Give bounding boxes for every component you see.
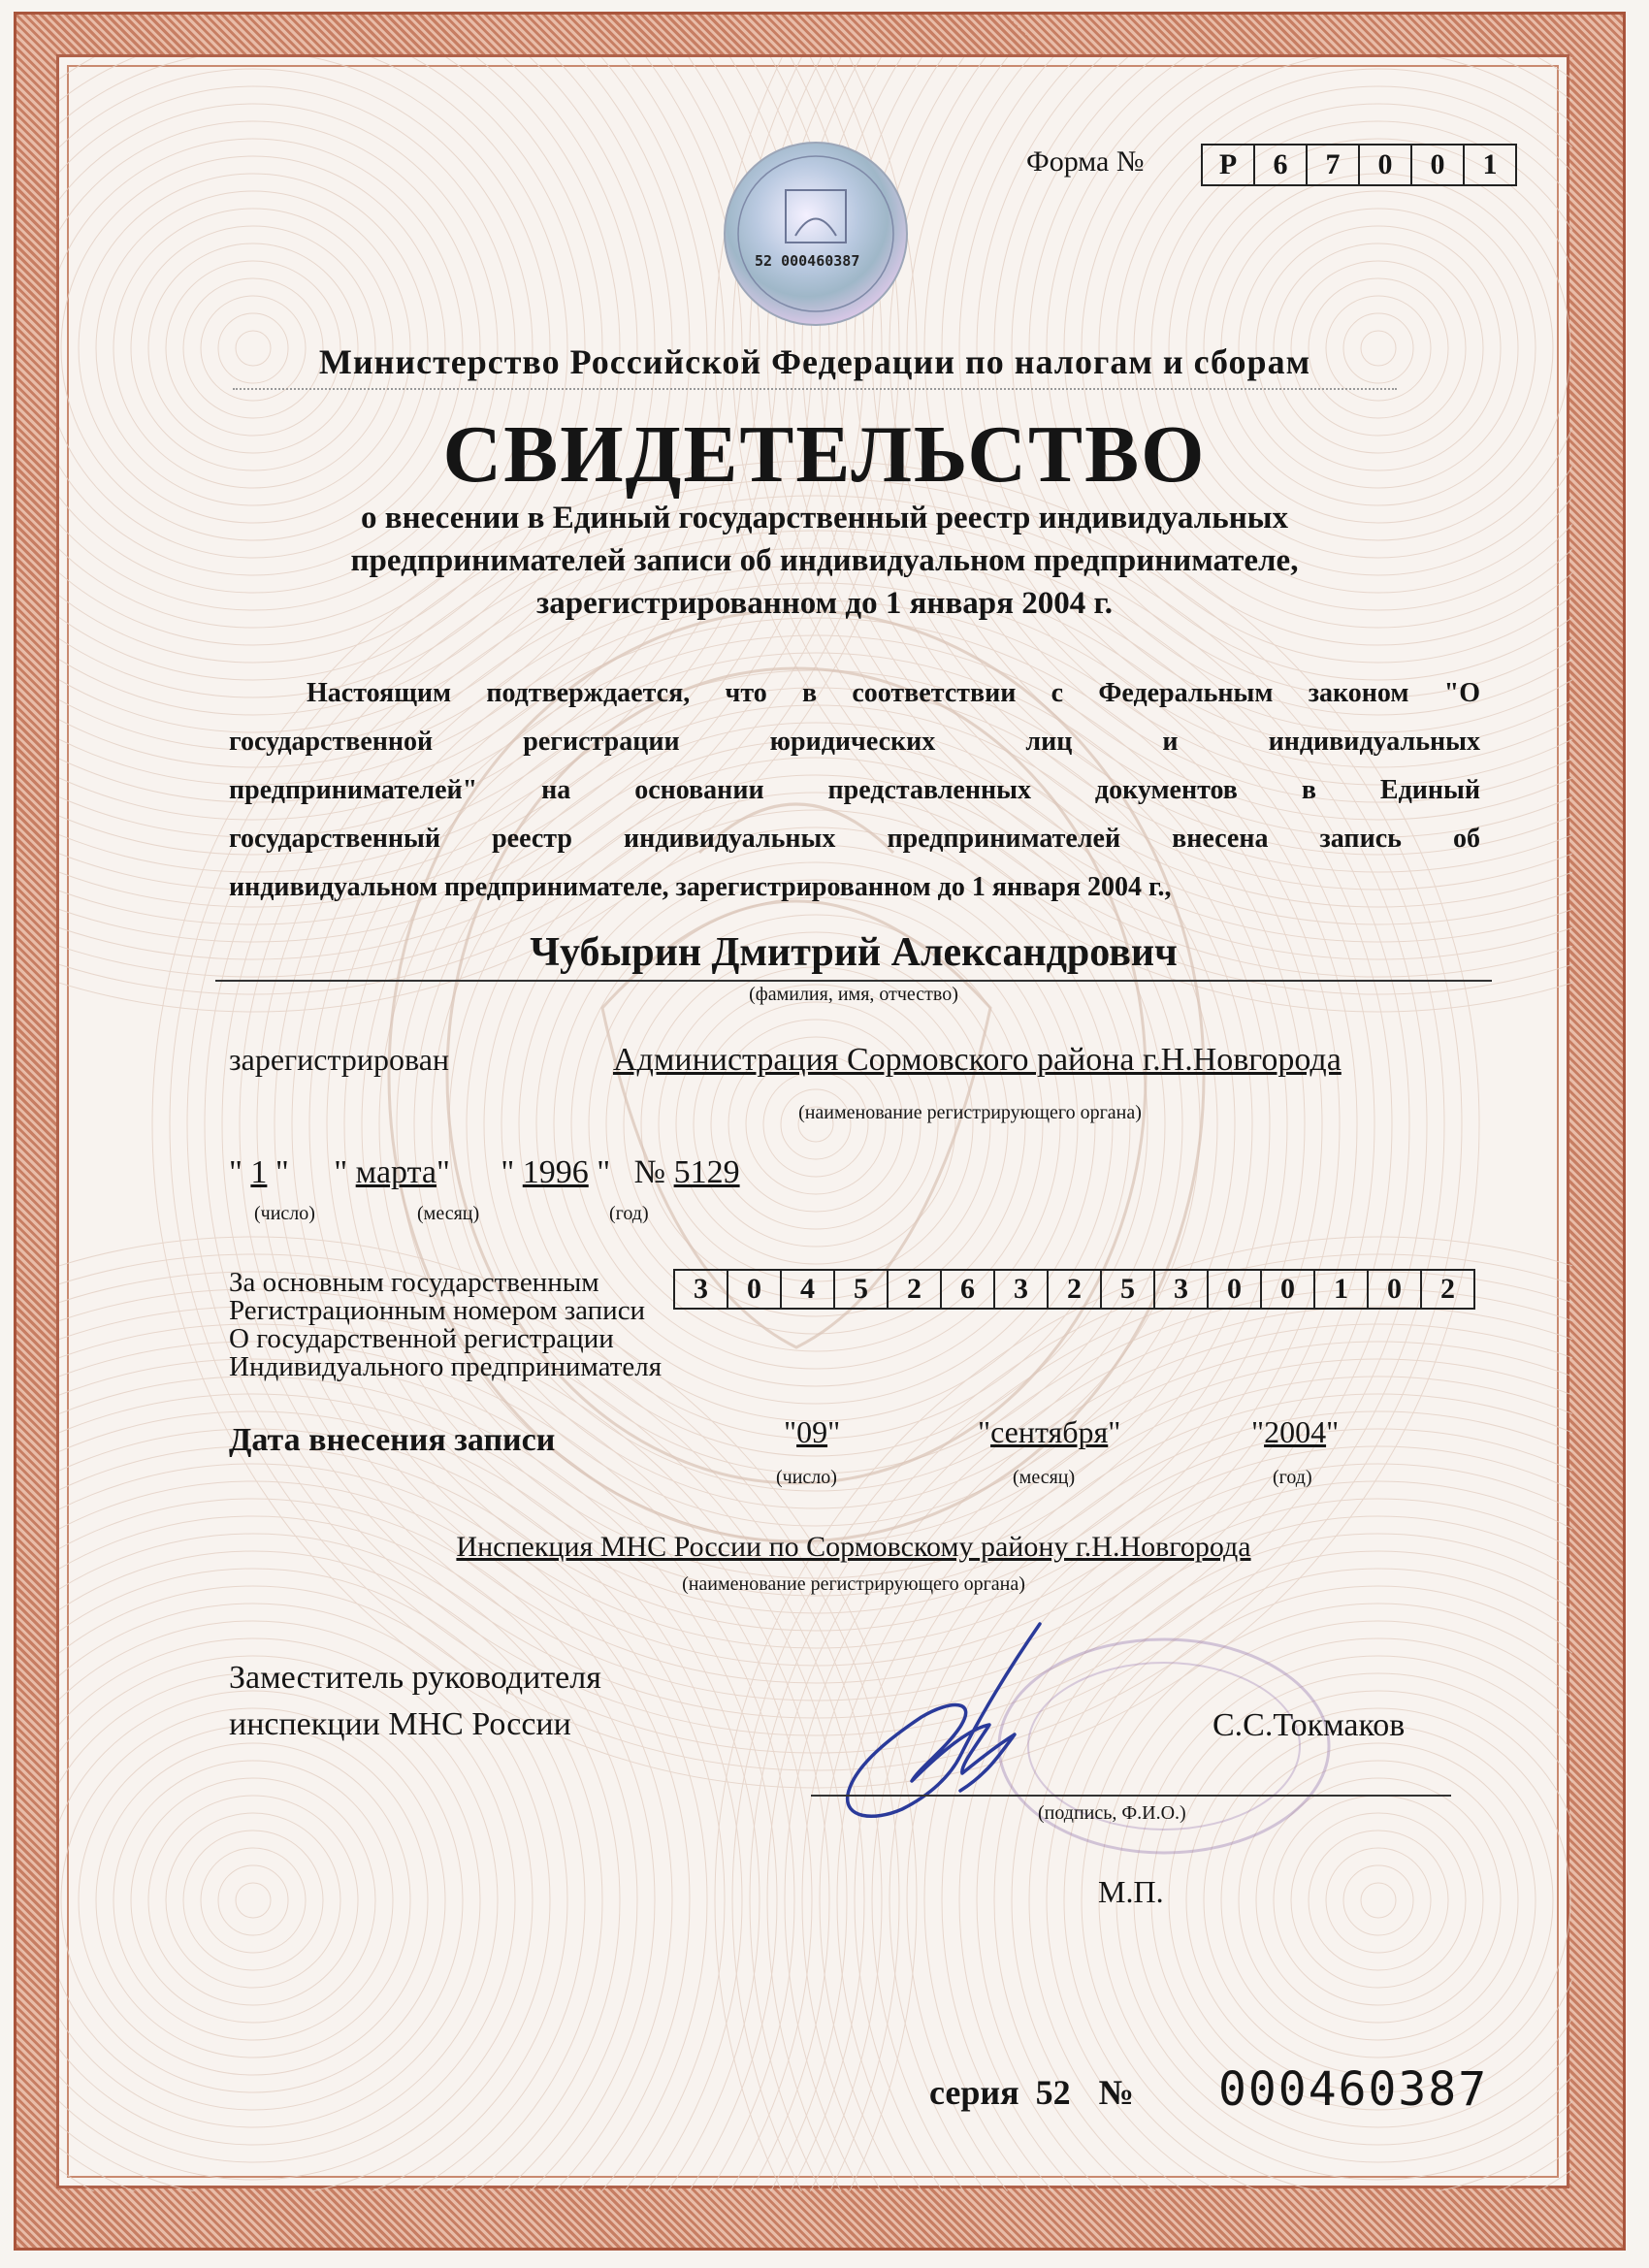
signature-caption: (подпись, Ф.И.О.) bbox=[1038, 1802, 1186, 1824]
ogrnip-label-line: Индивидуального предпринимателя bbox=[229, 1351, 663, 1382]
person-name: Чубырин Дмитрий Александрович bbox=[530, 930, 1178, 975]
registration-number-label: № bbox=[633, 1154, 666, 1190]
body-line: предпринимателей" на основании представленных документов в Единый bbox=[229, 775, 1480, 805]
inspection-caption: (наименование регистрирующего органа) bbox=[682, 1573, 1025, 1595]
entry-date-day: 09 bbox=[796, 1414, 828, 1449]
entry-date-year-wrap: "2004" bbox=[1251, 1414, 1340, 1449]
registration-year-caption: (год) bbox=[609, 1203, 649, 1224]
subtitle-line: предпринимателей записи об индивидуальном предпринимателе, bbox=[350, 543, 1299, 578]
stamp-place: М.П. bbox=[1098, 1874, 1164, 1909]
body-text bbox=[229, 669, 1480, 912]
ogrnip-label-line: За основным государственным bbox=[229, 1267, 599, 1298]
ministry-underline bbox=[233, 388, 1397, 390]
ogrnip-digit: 2 bbox=[1420, 1271, 1473, 1308]
registration-day: 1 bbox=[250, 1154, 268, 1190]
ogrnip-digit: 0 bbox=[1207, 1271, 1260, 1308]
entry-date-day-wrap: "09" bbox=[784, 1414, 841, 1449]
ogrnip-label-line: Регистрационным номером записи bbox=[229, 1295, 646, 1326]
hologram-number: 52 000460387 bbox=[755, 252, 860, 270]
form-number-cell: 6 bbox=[1253, 146, 1306, 184]
body-line: Настоящим подтверждается, что в соответствии с Федеральным законом "О bbox=[307, 678, 1480, 708]
entry-date-month: сентября bbox=[990, 1414, 1109, 1449]
entry-date-year-caption: (год) bbox=[1273, 1467, 1312, 1488]
ogrnip-digit: 4 bbox=[780, 1271, 833, 1308]
series-value: 52 bbox=[1035, 2073, 1071, 2112]
entry-date-month-wrap: "сентября" bbox=[978, 1414, 1121, 1449]
series-number: 000460387 bbox=[1218, 2062, 1489, 2117]
handwritten-signature bbox=[815, 1610, 1067, 1843]
ogrnip-digit: 1 bbox=[1313, 1271, 1367, 1308]
hologram-seal bbox=[724, 142, 908, 326]
person-name-line bbox=[215, 980, 1492, 982]
form-number-cells bbox=[1201, 144, 1517, 186]
ogrnip-digit: 0 bbox=[1260, 1271, 1313, 1308]
registration-number: 5129 bbox=[673, 1154, 740, 1190]
ogrnip-digit: 6 bbox=[940, 1271, 993, 1308]
registering-authority-caption: (наименование регистрирующего органа) bbox=[798, 1102, 1142, 1123]
ogrnip-digit: 2 bbox=[1047, 1271, 1100, 1308]
ogrnip-label-line: О государственной регистрации bbox=[229, 1323, 614, 1354]
ogrnip-number-cells bbox=[673, 1269, 1475, 1310]
body-line: индивидуальном предпринимателе, зарегистрированном до 1 января 2004 г., bbox=[229, 872, 1172, 902]
ogrnip-digit: 3 bbox=[1153, 1271, 1207, 1308]
ogrnip-digit: 5 bbox=[1100, 1271, 1153, 1308]
ministry-name: Министерство Российской Федерации по налогам и сборам bbox=[318, 342, 1311, 381]
registration-month: марта bbox=[355, 1154, 436, 1190]
subtitle-line: зарегистрированном до 1 января 2004 г. bbox=[536, 586, 1113, 621]
entry-date-label: Дата внесения записи bbox=[229, 1422, 556, 1458]
registered-label: зарегистрирован bbox=[229, 1042, 450, 1077]
registration-date: " 1 " " марта" " 1996 " № 5129 bbox=[229, 1154, 740, 1190]
signatory-position bbox=[229, 1655, 601, 1748]
series-block bbox=[929, 2072, 1134, 2113]
series-label: серия bbox=[929, 2073, 1019, 2112]
ogrnip-digit: 3 bbox=[993, 1271, 1047, 1308]
hologram-emblem-icon bbox=[726, 144, 906, 324]
ogrnip-digit: 3 bbox=[694, 1273, 708, 1305]
subtitle-line: о внесении в Единый государственный реестр индивидуальных bbox=[361, 501, 1288, 535]
entry-date-year: 2004 bbox=[1264, 1414, 1327, 1449]
inspection-name: Инспекция МНС России по Сормовскому району г.Н.Новгорода bbox=[456, 1531, 1251, 1563]
signatory-position-line: Заместитель руководителя bbox=[229, 1660, 601, 1696]
registration-year: 1996 bbox=[522, 1154, 589, 1190]
form-number-cell: 7 bbox=[1306, 146, 1358, 184]
entry-date-month-caption: (месяц) bbox=[1013, 1467, 1076, 1488]
form-label: Форма № bbox=[1026, 146, 1145, 178]
registration-month-caption: (месяц) bbox=[417, 1203, 480, 1224]
document-subtitle bbox=[213, 497, 1436, 625]
form-number-cell: 1 bbox=[1463, 146, 1515, 184]
signatory-position-line: инспекции МНС России bbox=[229, 1706, 571, 1742]
ogrnip-digit: 5 bbox=[833, 1271, 887, 1308]
signatory-name: С.С.Токмаков bbox=[1212, 1707, 1406, 1743]
registering-authority: Администрация Сормовского района г.Н.Новгорода bbox=[613, 1042, 1342, 1078]
document-title: СВИДЕТЕЛЬСТВО bbox=[442, 409, 1207, 500]
form-number-cell: 0 bbox=[1358, 146, 1410, 184]
body-line: государственной регистрации юридических лиц и индивидуальных bbox=[229, 727, 1480, 757]
ogrnip-digit: 0 bbox=[1367, 1271, 1420, 1308]
entry-date-day-caption: (число) bbox=[776, 1467, 837, 1488]
series-number-label: № bbox=[1098, 2073, 1134, 2112]
registration-day-caption: (число) bbox=[254, 1203, 315, 1224]
person-name-caption: (фамилия, имя, отчество) bbox=[749, 984, 958, 1005]
ogrnip-label bbox=[229, 1269, 662, 1381]
ogrnip-digit: 2 bbox=[887, 1271, 940, 1308]
signature-line bbox=[811, 1795, 1451, 1797]
body-line: государственный реестр индивидуальных предпринимателей внесена запись об bbox=[229, 824, 1480, 854]
form-number-cell: 0 bbox=[1410, 146, 1463, 184]
form-number-cell: Р bbox=[1218, 148, 1238, 180]
ogrnip-digit: 0 bbox=[727, 1271, 780, 1308]
